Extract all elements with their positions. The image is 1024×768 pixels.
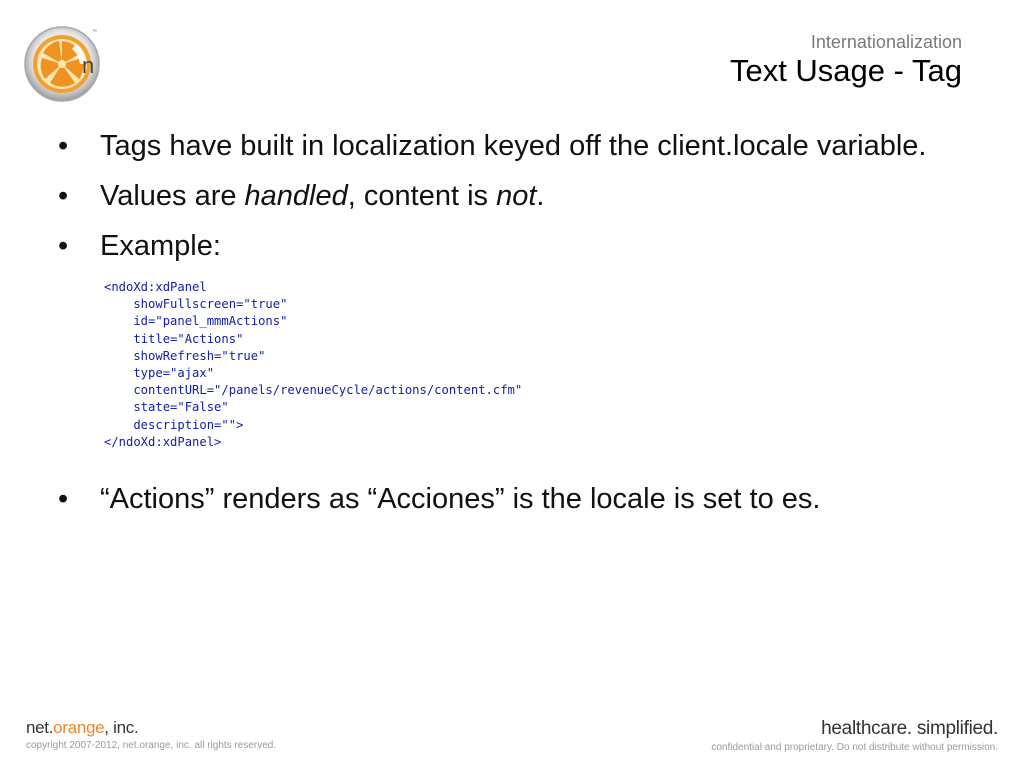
brand-inc: , inc. <box>104 718 139 737</box>
tagline: healthcare. simplified. <box>821 718 998 739</box>
slide-title: Text Usage - Tag <box>729 53 962 88</box>
bullet-item <box>58 176 978 217</box>
bullet-text: Tags have built in localization keyed off the client.locale variable. <box>100 130 927 162</box>
bullet-item <box>58 479 978 520</box>
bullet-text-part: . <box>536 180 545 212</box>
trademark-mark: ™ <box>92 29 97 35</box>
bullet-text: Example: <box>100 230 221 262</box>
bullet-text: “Actions” renders as “Acciones” is the locale is set to es. <box>100 483 821 516</box>
bullet-item <box>58 126 978 167</box>
brand-orange: orange <box>53 718 105 737</box>
slide-header <box>730 32 962 90</box>
code-example: <ndoXd:xdPanel showFullscreen="true" id="panel_mmmActions" title="Actions" showRefresh="true" type="ajax" contentURL="/panels/revenueCycle/actions/content.cfm" state="False" description=""> </ndoXd:xdPanel> <box>104 280 523 449</box>
emphasis-not: not <box>496 180 537 212</box>
brand-net: net. <box>26 718 54 737</box>
bullet-dot: • <box>58 230 69 262</box>
copyright-text: copyright 2007-2012, net.orange, inc. all rights reserved. <box>26 740 277 751</box>
bullet-item <box>58 226 978 267</box>
bullet-dot: • <box>58 180 69 212</box>
bullet-dot: • <box>58 130 69 162</box>
slide-content <box>58 126 978 520</box>
brand-name <box>26 718 276 738</box>
emphasis-handled: handled <box>244 180 348 212</box>
bullet-dot: • <box>58 483 69 516</box>
section-kicker: Internationalization <box>810 32 962 52</box>
bullet-text-part: , content is <box>347 180 497 212</box>
bullet-text-part: Values are <box>100 180 245 212</box>
footer-left <box>26 718 276 751</box>
confidential-notice: confidential and proprietary. Do not distribute without permission. <box>711 742 998 753</box>
footer-right <box>711 718 998 753</box>
company-logo <box>24 22 106 106</box>
logo-letter: n <box>82 53 95 78</box>
